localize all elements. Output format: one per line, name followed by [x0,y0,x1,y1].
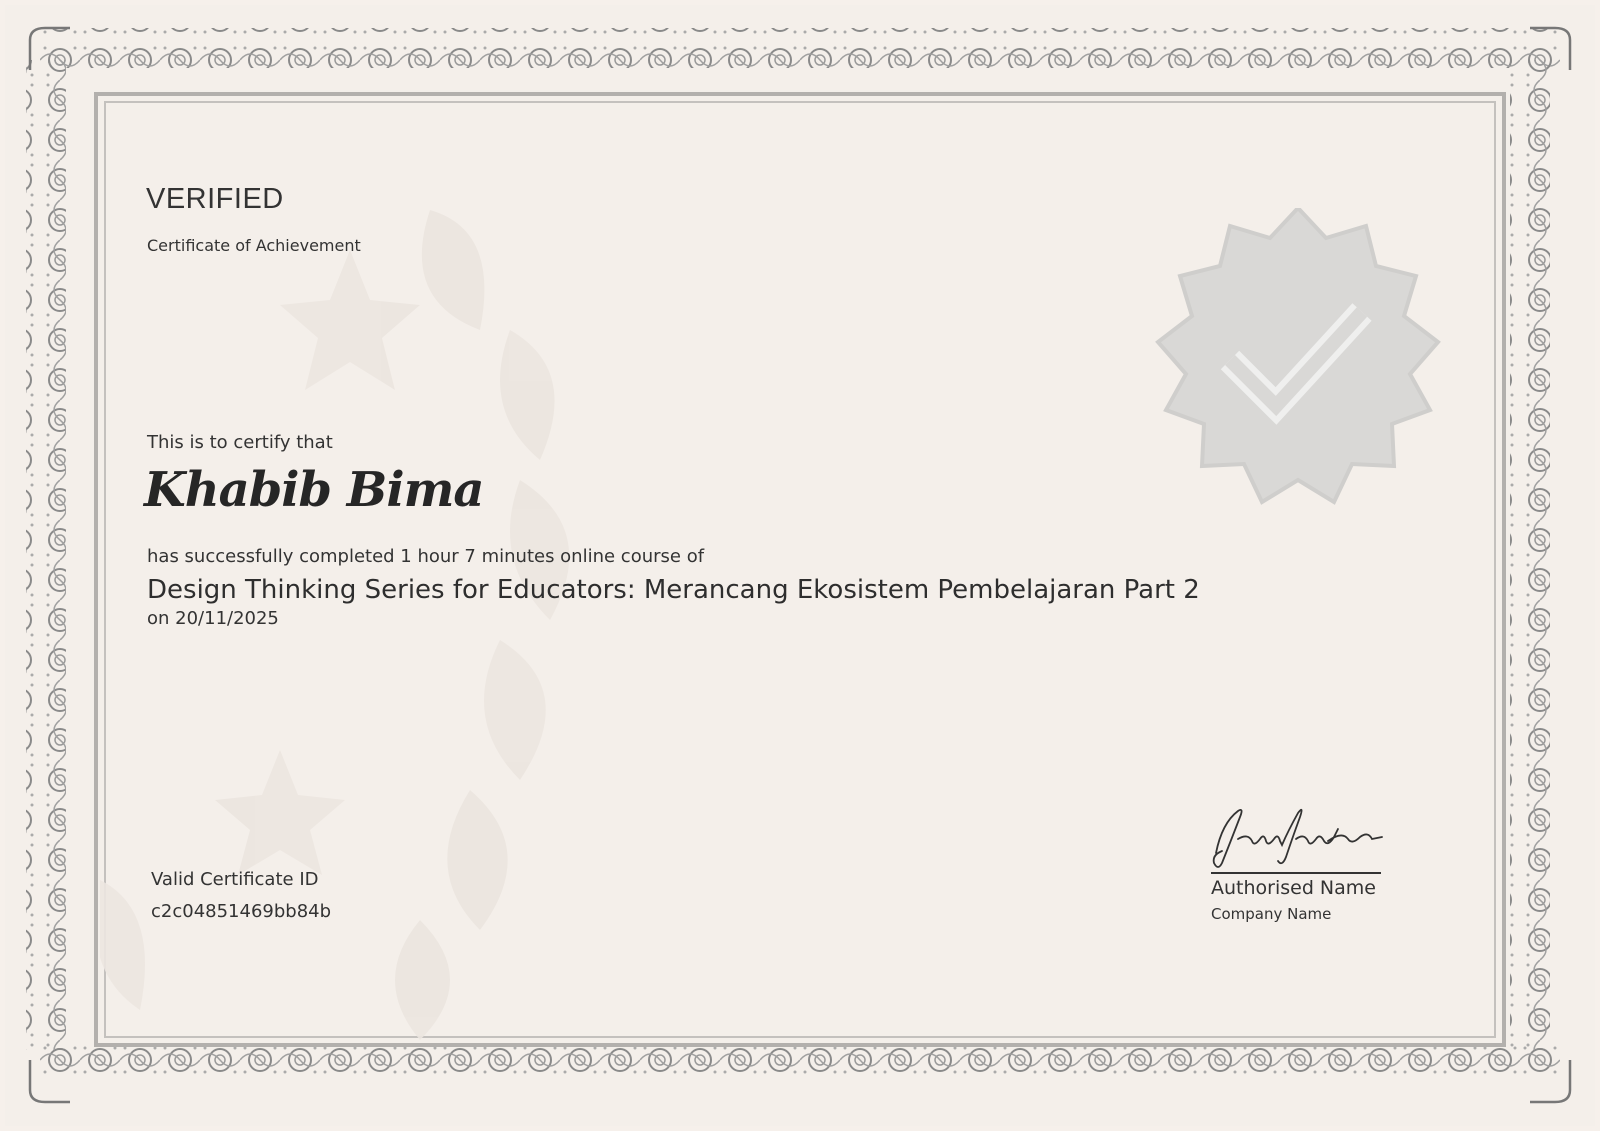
signature-line [1211,872,1381,874]
verified-seal-icon [1148,208,1448,508]
signature-image [1208,803,1388,873]
certificate-subtitle: Certificate of Achievement [147,236,361,255]
recipient-name: Khabib Bima [144,462,484,518]
completion-text: has successfully completed 1 hour 7 minutes online course of [147,546,705,567]
certificate-id: c2c04851469bb84b [151,901,332,922]
authorised-name: Authorised Name [1211,877,1376,899]
certificate-id-label: Valid Certificate ID [151,869,319,890]
company-name: Company Name [1211,905,1332,923]
certificate-heading: VERIFIED [146,183,284,215]
completion-date: on 20/11/2025 [147,608,279,629]
certify-text: This is to certify that [147,432,333,453]
course-title: Design Thinking Series for Educators: Merancang Ekosistem Pembelajaran Part 2 [147,575,1200,605]
